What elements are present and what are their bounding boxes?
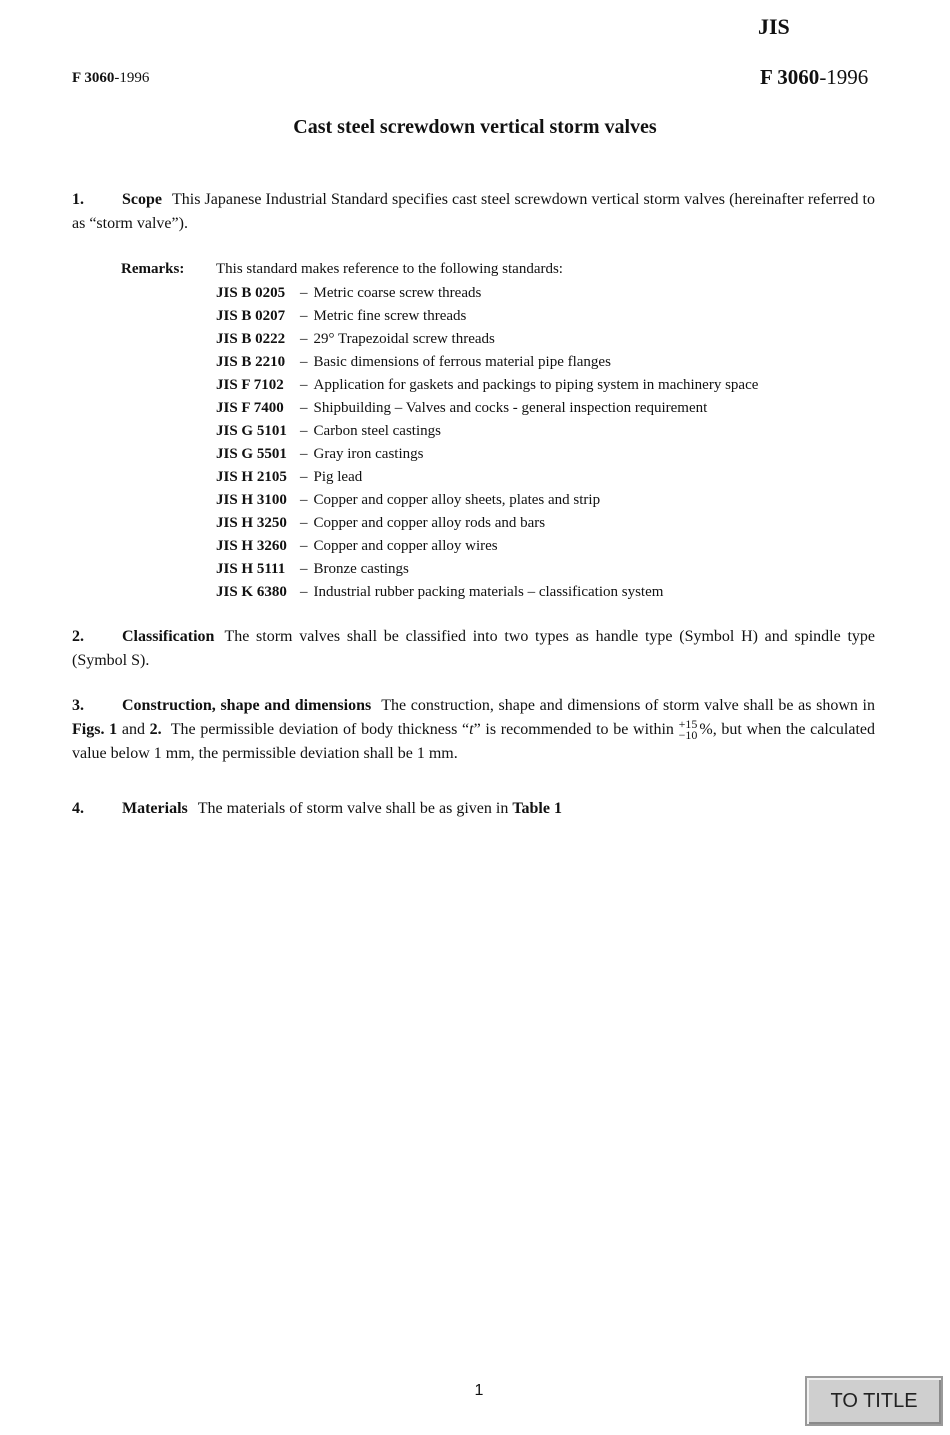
tolerance-minus: −10 (678, 728, 698, 743)
to-title-button[interactable]: TO TITLE (805, 1376, 943, 1426)
table-reference: Table 1 (512, 800, 562, 817)
reference-title: Pig lead (313, 469, 363, 485)
reference-title: Application for gaskets and packings to piping system in machinery space (313, 377, 759, 393)
reference-title: Shipbuilding – Valves and cocks - general inspection requirement (313, 400, 708, 416)
section-text: The storm valves shall be classified into two types as handle type (Symbol H) and spindle type (Symbol S). (72, 628, 875, 669)
figs-reference: Figs. 1 (72, 721, 118, 738)
reference-dash: – (300, 285, 308, 301)
reference-item (216, 535, 498, 558)
reference-code: JIS H 2105 (216, 469, 287, 485)
construction-text-d: %, but when the calculated value below 1 mm, the permissible deviation shall be 1 mm. (72, 721, 876, 762)
standard-year-left: -1996 (114, 70, 150, 86)
reference-code: JIS K 6380 (216, 584, 287, 600)
section-number: 1. (72, 191, 84, 208)
reference-title: Metric coarse screw threads (313, 285, 482, 301)
reference-dash: – (300, 561, 308, 577)
reference-item (216, 558, 409, 581)
construction-text-b: The permissible deviation of body thickness “ (170, 721, 470, 738)
reference-item (216, 466, 362, 489)
reference-dash: – (300, 331, 308, 347)
reference-code: JIS H 3250 (216, 515, 287, 531)
reference-item (216, 374, 758, 397)
reference-code: JIS F 7400 (216, 400, 284, 416)
reference-item (216, 305, 466, 328)
section-scope (72, 188, 875, 236)
section-heading: Classification (122, 628, 215, 645)
reference-code: JIS G 5101 (216, 423, 287, 439)
remarks-label: Remarks: (121, 261, 185, 277)
section-number: 4. (72, 800, 84, 817)
standard-number-right (760, 65, 868, 90)
reference-title: Industrial rubber packing materials – classification system (313, 584, 664, 600)
construction-text-a: The construction, shape and dimensions of storm valve shall be as shown in (381, 697, 876, 714)
and-text: and (121, 721, 145, 738)
reference-dash: – (300, 400, 308, 416)
reference-code: JIS H 3100 (216, 492, 287, 508)
page-number: 1 (474, 1382, 484, 1399)
reference-dash: – (300, 515, 308, 531)
reference-code: JIS B 0222 (216, 331, 286, 347)
reference-title: Bronze castings (313, 561, 409, 577)
reference-item (216, 397, 707, 420)
standard-year-right: -1996 (819, 65, 869, 89)
reference-code: JIS B 0205 (216, 285, 286, 301)
reference-title: Carbon steel castings (313, 423, 441, 439)
thickness-symbol: t (469, 721, 474, 738)
reference-title: Basic dimensions of ferrous material pipe flanges (313, 354, 611, 370)
reference-title: 29° Trapezoidal screw threads (313, 331, 495, 347)
section-heading: Construction, shape and dimensions (122, 697, 372, 714)
reference-dash: – (300, 492, 308, 508)
reference-item (216, 581, 663, 604)
reference-item (216, 512, 545, 535)
reference-title: Gray iron castings (313, 446, 424, 462)
section-classification (72, 625, 875, 673)
reference-item (216, 351, 611, 374)
section-number: 2. (72, 628, 84, 645)
section-text: The materials of storm valve shall be as given in (197, 800, 509, 817)
standard-number-left (72, 70, 149, 87)
document-title: Cast steel screwdown vertical storm valves (293, 116, 657, 138)
fig2-reference: 2. (149, 721, 162, 738)
reference-dash: – (300, 377, 308, 393)
standard-code-left: F 3060 (72, 70, 115, 86)
reference-dash: – (300, 446, 308, 462)
reference-item (216, 443, 423, 466)
reference-title: Copper and copper alloy rods and bars (313, 515, 546, 531)
section-text: This Japanese Industrial Standard specifies cast steel screwdown vertical storm valves (hereinafter referred to as “storm valve”). (72, 191, 875, 232)
reference-code: JIS F 7102 (216, 377, 284, 393)
reference-title: Metric fine screw threads (313, 308, 467, 324)
reference-code: JIS B 0207 (216, 308, 286, 324)
section-heading: Materials (122, 800, 188, 817)
reference-item (216, 420, 441, 443)
section-heading: Scope (122, 191, 162, 208)
reference-dash: – (300, 423, 308, 439)
reference-title: Copper and copper alloy wires (313, 538, 498, 554)
reference-dash: – (300, 308, 308, 324)
remarks-intro: This standard makes reference to the following standards: (216, 261, 563, 277)
reference-dash: – (300, 584, 308, 600)
reference-dash: – (300, 354, 308, 370)
construction-text-c: ” is recommended to be within (473, 721, 674, 738)
reference-code: JIS H 3260 (216, 538, 287, 554)
jis-mark: JIS (758, 14, 790, 39)
reference-code: JIS H 5111 (216, 561, 286, 577)
section-number: 3. (72, 697, 84, 714)
standard-code-right: F 3060 (760, 65, 820, 89)
tolerance-plus: +15 (678, 717, 698, 732)
reference-dash: – (300, 469, 308, 485)
tolerance-fraction (679, 719, 698, 741)
reference-item (216, 282, 481, 305)
section-materials (72, 797, 875, 821)
reference-item (216, 489, 600, 512)
reference-code: JIS B 2210 (216, 354, 286, 370)
reference-title: Copper and copper alloy sheets, plates and strip (313, 492, 601, 508)
section-construction (72, 694, 875, 766)
reference-item (216, 328, 495, 351)
reference-dash: – (300, 538, 308, 554)
reference-code: JIS G 5501 (216, 446, 287, 462)
